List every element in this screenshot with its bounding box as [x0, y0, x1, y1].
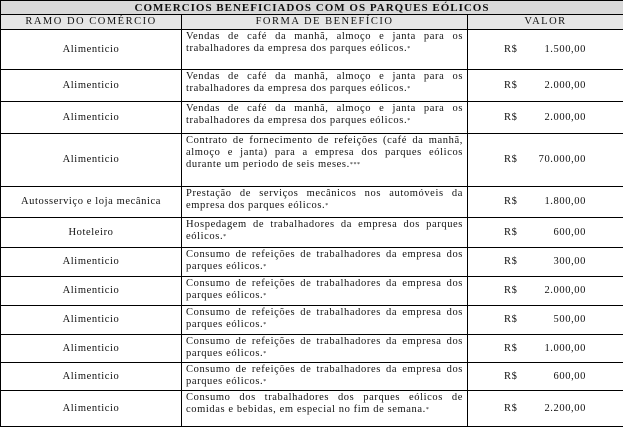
forma-text: Prestação de serviços mecânicos nos automóveis da empresa dos parques eólicos. [186, 188, 463, 211]
valor-cell [468, 335, 623, 363]
ramo-cell: Alimenticio [1, 102, 182, 134]
forma-cell [182, 277, 468, 306]
forma-text: Consumo de refeições de trabalhadores da empresa dos parques eólicos. [186, 307, 463, 330]
table-row [1, 187, 623, 218]
valor-cell [468, 277, 623, 306]
ramo-cell: Hoteleiro [1, 218, 182, 248]
forma-cell [182, 248, 468, 277]
valor-amount: 300,00 [553, 256, 586, 267]
ramo-cell: Autosserviço e loja mecânica [1, 187, 182, 218]
currency-symbol: R$ [504, 226, 518, 238]
currency-symbol: R$ [504, 154, 518, 165]
table-row [1, 102, 623, 134]
forma-text: Contrato de fornecimento de refeições (café da manhã, almoço e janta) para a empresa dos parques eólicos durante um periodo de seis meses. [186, 135, 463, 170]
currency-symbol: R$ [504, 314, 518, 325]
valor-cell [468, 391, 623, 427]
ramo-cell: Alimenticio [1, 30, 182, 70]
footnote-mark: * [263, 351, 267, 357]
valor-cell [468, 102, 623, 134]
forma-text: Hospedagem de trabalhadores da empresa dos parques eólicos. [186, 219, 463, 242]
valor-amount: 2.000,00 [544, 285, 586, 296]
currency-symbol: R$ [504, 285, 518, 296]
valor-amount: 1.800,00 [544, 196, 586, 207]
forma-text: Consumo de refeições de trabalhadores da empresa dos parques eólicos. [186, 278, 463, 301]
footnote-mark: * [325, 203, 329, 209]
valor-cell [468, 218, 623, 248]
valor-amount: 2.200,00 [544, 402, 586, 414]
table-row [1, 363, 623, 391]
header-forma: FORMA DE BENEFÍCIO [182, 15, 468, 30]
forma-cell [182, 70, 468, 102]
valor-amount: 2.000,00 [544, 111, 586, 123]
valor-cell [468, 30, 623, 70]
footnote-mark: * [407, 46, 411, 52]
footnote-mark: * [407, 118, 411, 124]
valor-cell [468, 248, 623, 277]
ramo-cell: Alimenticio [1, 363, 182, 391]
valor-amount: 1.500,00 [544, 43, 586, 55]
table-row [1, 335, 623, 363]
footnote-mark: * [263, 379, 267, 385]
currency-symbol: R$ [504, 43, 518, 55]
table-row [1, 248, 623, 277]
forma-text: Vendas de café da manhã, almoço e janta para os trabalhadores da empresa dos parques eólicos. [186, 31, 463, 54]
ramo-cell: Alimenticio [1, 248, 182, 277]
footnote-mark: * [263, 264, 267, 270]
valor-amount: 1.000,00 [544, 342, 586, 354]
footnote-mark: * [263, 322, 267, 328]
currency-symbol: R$ [504, 196, 518, 207]
table-row [1, 134, 623, 187]
valor-amount: 70.000,00 [538, 154, 586, 165]
footnote-mark: * [263, 293, 267, 299]
forma-text: Consumo dos trabalhadores dos parques eólicos de comidas e bebidas, em especial no fim de semana. [186, 392, 463, 415]
valor-cell [468, 70, 623, 102]
forma-cell [182, 102, 468, 134]
forma-cell [182, 187, 468, 218]
currency-symbol: R$ [504, 111, 518, 123]
ramo-cell: Alimenticio [1, 335, 182, 363]
valor-cell [468, 306, 623, 335]
currency-symbol: R$ [504, 402, 518, 414]
table-row [1, 70, 623, 102]
footnote-mark: * [425, 407, 430, 413]
ramo-cell: Alimenticio [1, 306, 182, 335]
valor-cell [468, 134, 623, 187]
footnote-mark: * [223, 234, 227, 240]
ramo-cell: Alimenticio [1, 70, 182, 102]
table-row [1, 391, 623, 427]
ramo-cell: Alimenticio [1, 134, 182, 187]
currency-symbol: R$ [504, 256, 518, 267]
ramo-cell: Alimenticio [1, 391, 182, 427]
valor-cell [468, 363, 623, 391]
forma-cell [182, 134, 468, 187]
footnote-mark: * [407, 86, 411, 92]
valor-amount: 500,00 [553, 314, 586, 325]
valor-amount: 600,00 [553, 370, 586, 382]
header-valor: VALOR [468, 15, 623, 30]
forma-cell [182, 218, 468, 248]
header-ramo: RAMO DO COMÉRCIO [1, 15, 182, 30]
forma-cell [182, 335, 468, 363]
table-row [1, 306, 623, 335]
table-title: COMERCIOS BENEFICIADOS COM OS PARQUES EÓLICOS [1, 1, 623, 15]
table-row [1, 277, 623, 306]
forma-text: Consumo de refeições de trabalhadores da empresa dos parques eólicos. [186, 249, 463, 272]
table-row [1, 218, 623, 248]
valor-amount: 600,00 [553, 226, 586, 238]
footnote-mark: *** [349, 162, 361, 168]
ramo-cell: Alimenticio [1, 277, 182, 306]
table-row [1, 30, 623, 70]
currency-symbol: R$ [504, 370, 518, 382]
forma-cell [182, 391, 468, 427]
currency-symbol: R$ [504, 342, 518, 354]
forma-cell [182, 363, 468, 391]
forma-text: Vendas de café da manhã, almoço e janta para os trabalhadores da empresa dos parques eólicos. [186, 103, 463, 126]
forma-text: Vendas de café da manhã, almoço e janta para os trabalhadores da empresa dos parques eólicos. [186, 71, 463, 94]
valor-cell [468, 187, 623, 218]
forma-text: Consumo de refeições de trabalhadores da empresa dos parques eólicos. [186, 364, 463, 387]
forma-text: Consumo de refeições de trabalhadores da empresa dos parques eólicos. [186, 336, 463, 359]
forma-cell [182, 306, 468, 335]
forma-cell [182, 30, 468, 70]
valor-amount: 2.000,00 [544, 79, 586, 91]
currency-symbol: R$ [504, 79, 518, 91]
